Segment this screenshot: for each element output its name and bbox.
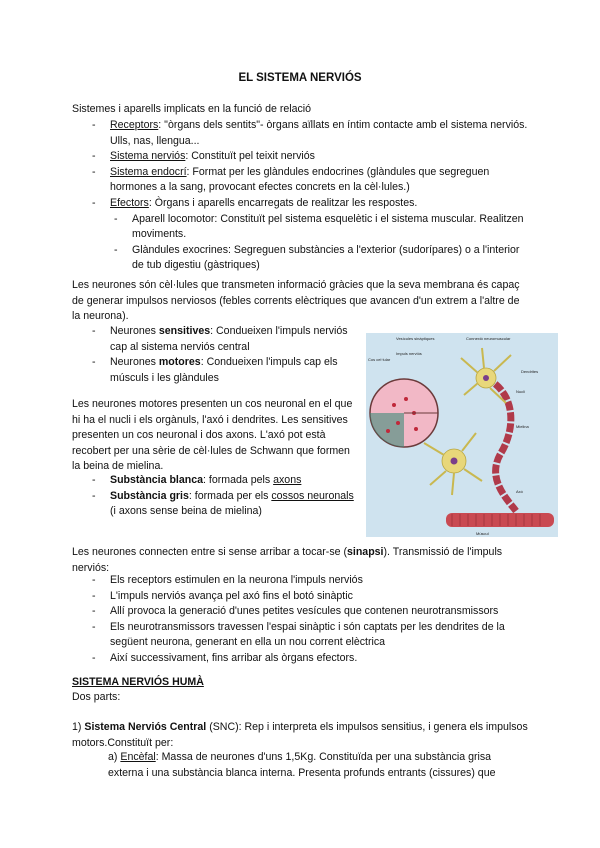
system-text: : Constituït pel teixit nerviós (185, 150, 315, 163)
list-item (88, 118, 528, 149)
system-term: Sistema endocrí (110, 165, 187, 178)
list-item: - Neurones motores: Condueixen l'impuls cap els músculs i les glàndules (88, 355, 360, 386)
list-item: - Aparell locomotor: Constituït pel sistema esquelètic i el sistema muscular. Realitzen moviments. (110, 212, 528, 243)
figure-label: Mielina (516, 424, 529, 429)
intro-text: Sistemes i aparells implicats en la funció de relació (72, 103, 312, 115)
list-item (88, 149, 528, 165)
system-term: Receptors (110, 119, 159, 131)
list-item: - Neurones sensitives: Condueixen l'impuls nerviós cap al sistema nerviós central (88, 324, 360, 355)
substances-list (88, 473, 360, 520)
list-item: - L'impuls nerviós avança pel axó fins el botó sinàptic (88, 589, 528, 605)
motor-paragraph: Les neurones motores presenten un cos neuronal en el que hi ha el nucli i els orgànuls, l'axó i dendrites. Les sensitives presenten un cos neuronal i dos axons. L'axó pot està recobert per una sèrie de cèl·lules de Schwann que formen la beina de mielina. (72, 398, 353, 473)
list-item: - Substància blanca: formada pels axons (88, 473, 360, 489)
figure-label: Cos cel·lular (368, 357, 391, 362)
systems-list (88, 118, 528, 274)
snc-paragraph: 1) Sistema Nerviós Central (SNC): Rep i interpreta els impulsos sensitius, i genera els impulsos motors.Constituït per: (72, 721, 528, 749)
neuron-types-list (88, 324, 360, 386)
list-item (88, 196, 528, 274)
list-item: - Els receptors estimulen en la neurona l'impuls nerviós (88, 573, 528, 589)
list-item: - Glàndules exocrines: Segreguen substàncies a l'exterior (sudorípares) o a l'interior de tub digestiu (gàstriques) (110, 243, 528, 274)
figure-label: Nucli (516, 389, 525, 394)
list-item: - Així successivament, fins arribar als òrgans efectors. (88, 651, 528, 667)
list-item: - Els neurotransmissors travessen l'espai sinàptic i són captats per les dendrites de la següent neurona, generant en ella un nou corrent elèctrica (88, 620, 528, 651)
synapse-steps-list (88, 573, 528, 667)
figure-label: Axó (516, 489, 523, 494)
figure-label: Vesícules sinàptiques (396, 336, 435, 341)
encefal-paragraph: a) Encèfal: Massa de neurones d'uns 1,5Kg. Constituïda per una substància grisa externa i una substància blanca interna. Presenta profunds entrants (cissures) que (108, 751, 496, 779)
synapse-paragraph: Les neurones connecten entre si sense arribar a tocar-se (sinapsi). Transmissió de l'impuls nerviós: (72, 546, 503, 574)
figure-label: Connexió neuromuscular (466, 336, 511, 341)
system-text: : Format per les glàndules endocrines (glàndules que segreguen hormones a la sang, provocant efectes concrets en la cèl·lules.) (110, 165, 490, 194)
neuron-figure (366, 333, 558, 537)
system-text: : Òrgans i aparells encarregats de realitzar les respostes. (148, 196, 418, 209)
section-title: SISTEMA NERVIÓS HUMÀ (72, 676, 204, 688)
figure-label: Dendrites (521, 369, 539, 374)
list-item: - Allí provoca la generació d'unes petites vesícules que contenen neurotransmissors (88, 604, 528, 620)
figure-label: Múscul (476, 531, 489, 536)
effectors-list (110, 212, 528, 274)
system-text: : "òrgans dels sentits"- òrgans aïllats en íntim contacte amb el sistema nerviós. Ulls, nas, llengua... (110, 119, 528, 147)
page-title: EL SISTEMA NERVIÓS (238, 72, 362, 84)
neurons-paragraph: Les neurones són cèl·lules que transmeten informació gràcies que la seva membrana és capaç de generar impulsos nerviosos (febles corrents elèctriques que avancen d'un extrem a l'altre de la neurona). (72, 279, 520, 323)
two-parts-text: Dos parts: (72, 691, 121, 703)
system-term: Efectors (110, 196, 149, 209)
figure-label: Impuls nerviós (396, 351, 422, 356)
list-item: - Substància gris: formada per els cossos neuronals (i axons sense beina de mielina) (88, 489, 360, 520)
system-term: Sistema nerviós (110, 150, 186, 163)
list-item (88, 165, 528, 196)
neuron-illustration (366, 333, 558, 537)
